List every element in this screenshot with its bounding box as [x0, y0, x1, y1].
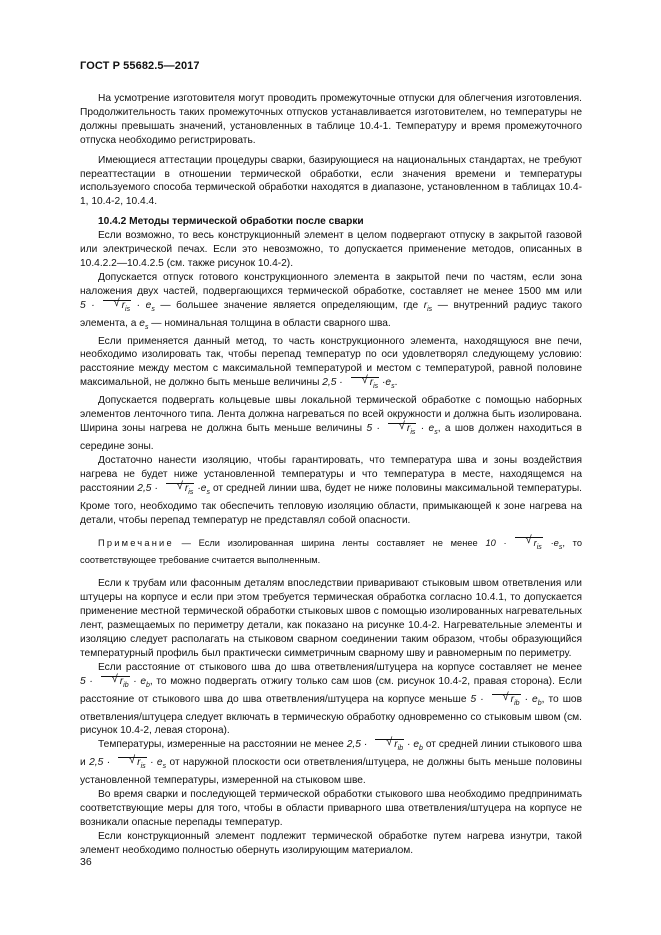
formula-2-5-sqrt-ris-es: 2,5 ·√ $r_{is} \cdot e_s$: [322, 377, 394, 388]
paragraph-partial-tempering: Допускается отпуск готового конструкционного элемента в закрытой печи по частям, если зона наложения двух частей, подвергающихся термической обработке, составляет не менее 1500 мм или 5 ·√ $r_{is} \cdot e_s$ — большее значение является определяющим, где $r_{is}$ — внутренний радиус такого элемента, а $e_s$ — номинальная толщина в области сварного шва.: [80, 271, 582, 335]
formula-10-sqrt-ris-es: 10 ·√ $r_{is} \cdot e_s$: [485, 538, 562, 548]
paragraph-qualification: Имеющиеся аттестации процедуры сварки, базирующиеся на национальных стандартах, не требуют переаттестации в отношении термической обработки, если значения времени и температуры используемого способа термической обработки находятся в диапазоне, установленном в таблицах 10.4-1, 10.4-2, 10.4.4.: [80, 154, 582, 208]
document-body: [80, 92, 582, 858]
paragraph-measured-temperatures: Температуры, измеренные на расстоянии не менее 2,5 ·√ $r_{ib} \cdot e_b$ от средней линии стыкового шва и 2,5 ·√ $r_{is} \cdot e_s$ от наружной плоскости оси ответвления/штуцера, не должны быть меньше половины установленной температуры, измеренной на стыковом шве.: [80, 738, 582, 788]
formula-2-5-sqrt-ris-es-2: 2,5 ·√ $r_{is} \cdot e_s$: [137, 483, 210, 494]
page-number: 36: [80, 856, 92, 868]
paragraph-furnace: Если возможно, то весь конструкционный элемент в целом подвергают отпуску в закрытой газовой или электрической печах. Если это невозможно, то допускается применение методов, описанных в 10.4.2.2—10.4.2.5 (см. также рисунок 10.4-2).: [80, 230, 582, 269]
paragraph-branch-distance: Если расстояние от стыкового шва до шва ответвления/штуцера на корпусе составляет не менее 5 ·√ $r_{ib} \cdot e_b$, то можно подвергать отжигу только сам шов (см. рисунок 10.4-2, правая сторона). Если расстояние от стыкового шва до шва ответвления/штуцера на корпусе меньше 5 ·√ $r_{ib} \cdot e_b$, то шов ответвления/штуцера следует включать в термическую обработку одновременно со стыковым швом (см. рисунок 10.4-2, левая сторона).: [80, 661, 582, 739]
formula-5-sqrt-rib-eb: 5 ·√ $r_{ib} \cdot e_b$: [80, 676, 150, 687]
formula-5-sqrt-rib-eb-2: 5 ·√ $r_{ib} \cdot e_b$: [471, 694, 542, 705]
formula-2-5-sqrt-ris-es-3: 2,5 ·√ $r_{is} \cdot e_s$: [89, 757, 166, 768]
note-label: Примечание: [98, 538, 174, 549]
formula-2-5-sqrt-rib-eb: 2,5 ·√ $r_{ib} \cdot e_b$: [347, 739, 423, 750]
paragraph-ring-welds: Допускается подвергать кольцевые швы локальной термической обработке с помощью наборных элементов ленточного типа. Лента должна нагреваться по всей окружности и должна быть изолирована. Ширина зоны нагрева не должна быть меньше величины 5 ·√ $r_{is} \cdot e_s$, а шов должен находиться в середине зоны.: [80, 394, 582, 454]
paragraph-internal-heating: Если конструкционный элемент подлежит термической обработке путем нагрева изнутри, такой элемент необходимо полностью обернуть изолирующим материалом.: [80, 830, 582, 856]
paragraph-insulation-outside: Если применяется данный метод, то часть конструкционного элемента, находящуюся вне печи, необходимо изолировать так, чтобы перепад температур по оси удовлетворял следующему условию: расстояние между местом с максимальной температурой и местом с температурой, равной половине максимальной, не должно быть меньше величины 2,5 ·√ $r_{is} \cdot e_s$.: [80, 335, 582, 395]
paragraph-apply-insulation: Достаточно нанести изоляцию, чтобы гарантировать, что температура шва и зоны воздействия нагрева не будет ниже установленной температуры и что температура в месте, находящемся на расстоянии 2,5 ·√ $r_{is} \cdot e_s$ от средней линии шва, будет не ниже половины максимальной температуры. Кроме того, необходимо так обеспечить тепловую изоляцию области, примыкающей к зоне нагрева на детали, чтобы перепад температур не представлял собой опасности.: [80, 454, 582, 528]
formula-5-sqrt-ris-es-2: 5 ·√ $r_{is} \cdot e_s$: [366, 423, 437, 434]
paragraph-branches: Если к трубам или фасонным деталям впоследствии приваривают стыковым швом ответвления или штуцеры на корпусе и если при этом требуется термическая обработка согласно 10.4.1, то допускается применение местной термической обработки стыковых швов с помощью изолированных нагревательных лент, размещаемых по периметру детали, как показано на рисунке 10.4-2. Нагревательные элементы и изоляцию следует располагать на стыковом сварном соединении таким образом, чтобы образующийся температурный профиль был практически симметричным сварному шву и равномерным по периметру.: [80, 578, 582, 659]
paragraph-intermediate-tempering: На усмотрение изготовителя могут проводить промежуточные отпуски для облегчения изготовления. Продолжительность таких промежуточных отпусков устанавливается изготовителем, но температуры не должны превышать значений, установленных в таблице 10.4-1. Температуру и время промежуточного отпуска необходимо регистрировать.: [80, 93, 582, 146]
note: Примечание — Если изолированная ширина ленты составляет не менее 10 ·√ $r_{is} \cdot e_s$, то соответствующее требование считается выполненным.: [80, 537, 582, 567]
section-title: 10.4.2 Методы термической обработки после сварки: [98, 216, 364, 228]
document-header: ГОСТ Р 55682.5—2017: [80, 60, 200, 72]
formula-5-sqrt-ris-es: 5 ·√ $r_{is} \cdot e_s$: [80, 300, 155, 311]
paragraph-welding-measures: Во время сварки и последующей термической обработки стыкового шва необходимо предпринимать соответствующие меры для того, чтобы в области приварного шва ответвления/штуцера на корпусе не возникали опасные перепады температур.: [80, 789, 582, 828]
